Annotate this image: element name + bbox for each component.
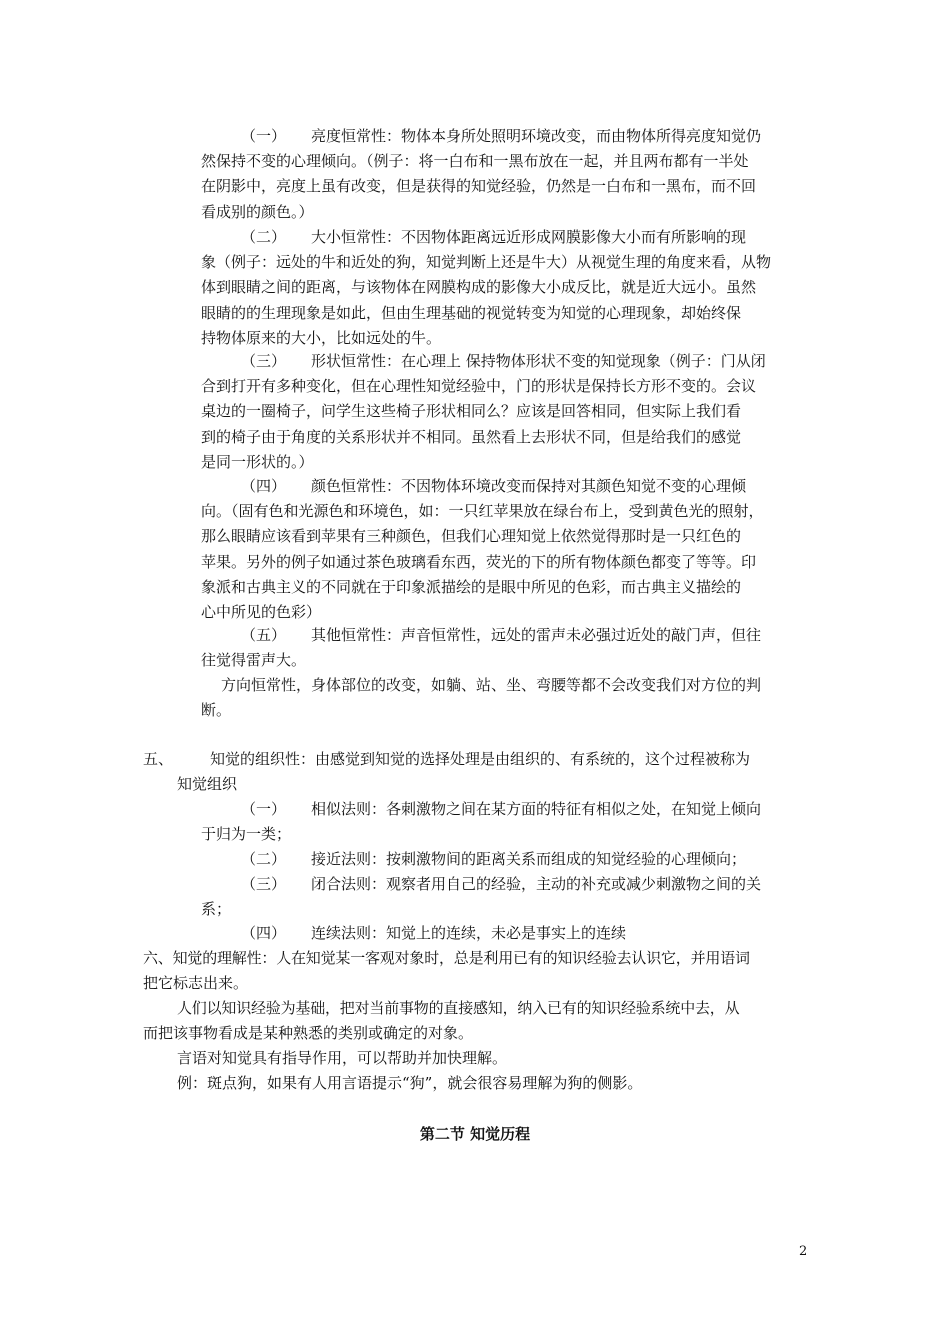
text-line: 于归为一类； — [201, 825, 292, 844]
text-line: 系； — [201, 900, 232, 919]
text-line: 往觉得雷声大。 — [201, 651, 307, 670]
text-line: 六、知觉的理解性：人在知觉某一客观对象时，总是利用已有的知识经验去认识它，并用语词 — [143, 949, 750, 967]
text-line: 象派和古典主义的不同就在于印象派描绘的是眼中所见的色彩，而古典主义描绘的 — [201, 577, 742, 596]
section-six-understanding — [143, 946, 750, 996]
text-line: 苹果。另外的例子如通过茶色玻璃看东西，荧光的下的所有物体颜色都变了等等。印 — [201, 552, 757, 571]
text-line: 例：斑点狗，如果有人用言语提示“狗”，就会很容易理解为狗的侧影。 — [177, 1074, 643, 1092]
text-line: 知觉的组织性：由感觉到知觉的选择处理是由组织的、有系统的，这个过程被称为 — [210, 750, 751, 768]
item-number: （三） — [241, 875, 287, 893]
item-number: （二） — [241, 850, 287, 868]
text-line: 而把该事物看成是某种熟悉的类别或确定的对象。 — [143, 1024, 474, 1043]
text-line: 看成别的颜色。） — [201, 202, 314, 221]
item-size-constancy — [201, 225, 771, 351]
item-shape-constancy — [201, 349, 766, 475]
text-line: 其他恒常性：声音恒常性，远处的雷声未必强过近处的敲门声，但往 — [311, 626, 762, 644]
text-line: 把它标志出来。 — [143, 974, 249, 993]
text-line: 知觉组织 — [177, 775, 238, 794]
text-line: 连续法则：知觉上的连续，未必是事实上的连续 — [311, 924, 627, 942]
item-number: （二） — [241, 228, 287, 246]
item-number: （四） — [241, 924, 287, 942]
org-law-closure — [201, 872, 761, 922]
text-line: 颜色恒常性：不因物体环境改变而保持对其颜色知觉不变的心理倾 — [311, 477, 747, 495]
text-line: 在阴影中，亮度上虽有改变，但是获得的知觉经验，仍然是一白布和一黑布，而不回 — [201, 177, 757, 196]
item-number: （四） — [241, 477, 287, 495]
text-line: 相似法则：各刺激物之间在某方面的特征有相似之处，在知觉上倾向 — [311, 800, 762, 818]
item-number: （三） — [241, 352, 287, 370]
text-line: 心中所见的色彩） — [201, 602, 322, 621]
page-number: 2 — [799, 1244, 808, 1259]
text-line: 体到眼睛之间的距离，与该物体在网膜构成的影像大小成反比，就是近大远小。虽然 — [201, 278, 757, 297]
text-line: 那么眼睛应该看到苹果有三种颜色，但我们心理知觉上依然觉得那时是一只红色的 — [201, 527, 742, 546]
text-line: 持物体原来的大小，比如远处的牛。 — [201, 328, 442, 347]
text-line: 桌边的一圈椅子，问学生这些椅子形状相同么？应该是回答相同，但实际上我们看 — [201, 402, 742, 421]
item-number: （一） — [241, 127, 287, 145]
section-heading: 第二节 知觉历程 — [419, 1125, 531, 1143]
text-line: 大小恒常性：不因物体距离远近形成网膜影像大小而有所影响的现 — [311, 228, 747, 246]
org-law-continuity — [201, 921, 626, 946]
text-line: 象（例子：远处的牛和近处的狗，知觉判断上还是牛大）从视觉生理的角度来看，从物 — [201, 253, 772, 272]
text-line: 向。（固有色和光源色和环境色，如：一只红苹果放在绿台布上，受到黄色光的照射， — [201, 502, 764, 521]
item-number: （五） — [241, 626, 287, 644]
item-color-constancy — [201, 474, 764, 625]
paragraph-knowledge-experience — [143, 996, 739, 1046]
text-line: 合到打开有多种变化，但在心理性知觉经验中，门的形状是保持长方形不变的。会议 — [201, 377, 757, 396]
section-number: 五、 — [143, 750, 174, 768]
text-line: 是同一形状的。） — [201, 452, 314, 471]
text-line: 方向恒常性，身体部位的改变，如躺、站、坐、弯腰等都不会改变我们对方位的判 — [221, 676, 762, 694]
text-line: 人们以知识经验为基础，把对当前事物的直接感知，纳入已有的知识经验系统中去，从 — [177, 999, 740, 1017]
org-law-similarity — [201, 797, 761, 847]
text-line: 言语对知觉具有指导作用，可以帮助并加快理解。 — [177, 1049, 508, 1067]
org-law-proximity — [201, 847, 746, 872]
text-line: 然保持不变的心理倾向。（例子：将一白布和一黑布放在一起，并且两布都有一半处 — [201, 152, 749, 171]
text-line: 断。 — [201, 701, 232, 720]
text-line: 闭合法则：观察者用自己的经验，主动的补充或减少刺激物之间的关 — [311, 875, 762, 893]
paragraph-example — [143, 1071, 642, 1096]
paragraph-language-guidance — [143, 1046, 507, 1071]
direction-constancy-paragraph — [201, 673, 761, 723]
section-five-organization — [143, 747, 750, 797]
text-line: 眼睛的的生理现象是如此，但由生理基础的视觉转变为知觉的心理现象，却始终保 — [201, 303, 742, 322]
text-line: 形状恒常性：在心理上 保持物体形状不变的知觉现象（例子：门从闭 — [311, 352, 766, 370]
text-line: 到的椅子由于角度的关系形状并不相同。虽然看上去形状不同，但是给我们的感觉 — [201, 427, 742, 446]
item-other-constancy — [201, 623, 761, 673]
text-line: 接近法则：按刺激物间的距离关系而组成的知觉经验的心理倾向； — [311, 850, 747, 868]
text-line: 亮度恒常性：物体本身所处照明环境改变，而由物体所得亮度知觉仍 — [311, 127, 762, 145]
item-number: （一） — [241, 800, 287, 818]
item-brightness-constancy — [201, 124, 761, 225]
